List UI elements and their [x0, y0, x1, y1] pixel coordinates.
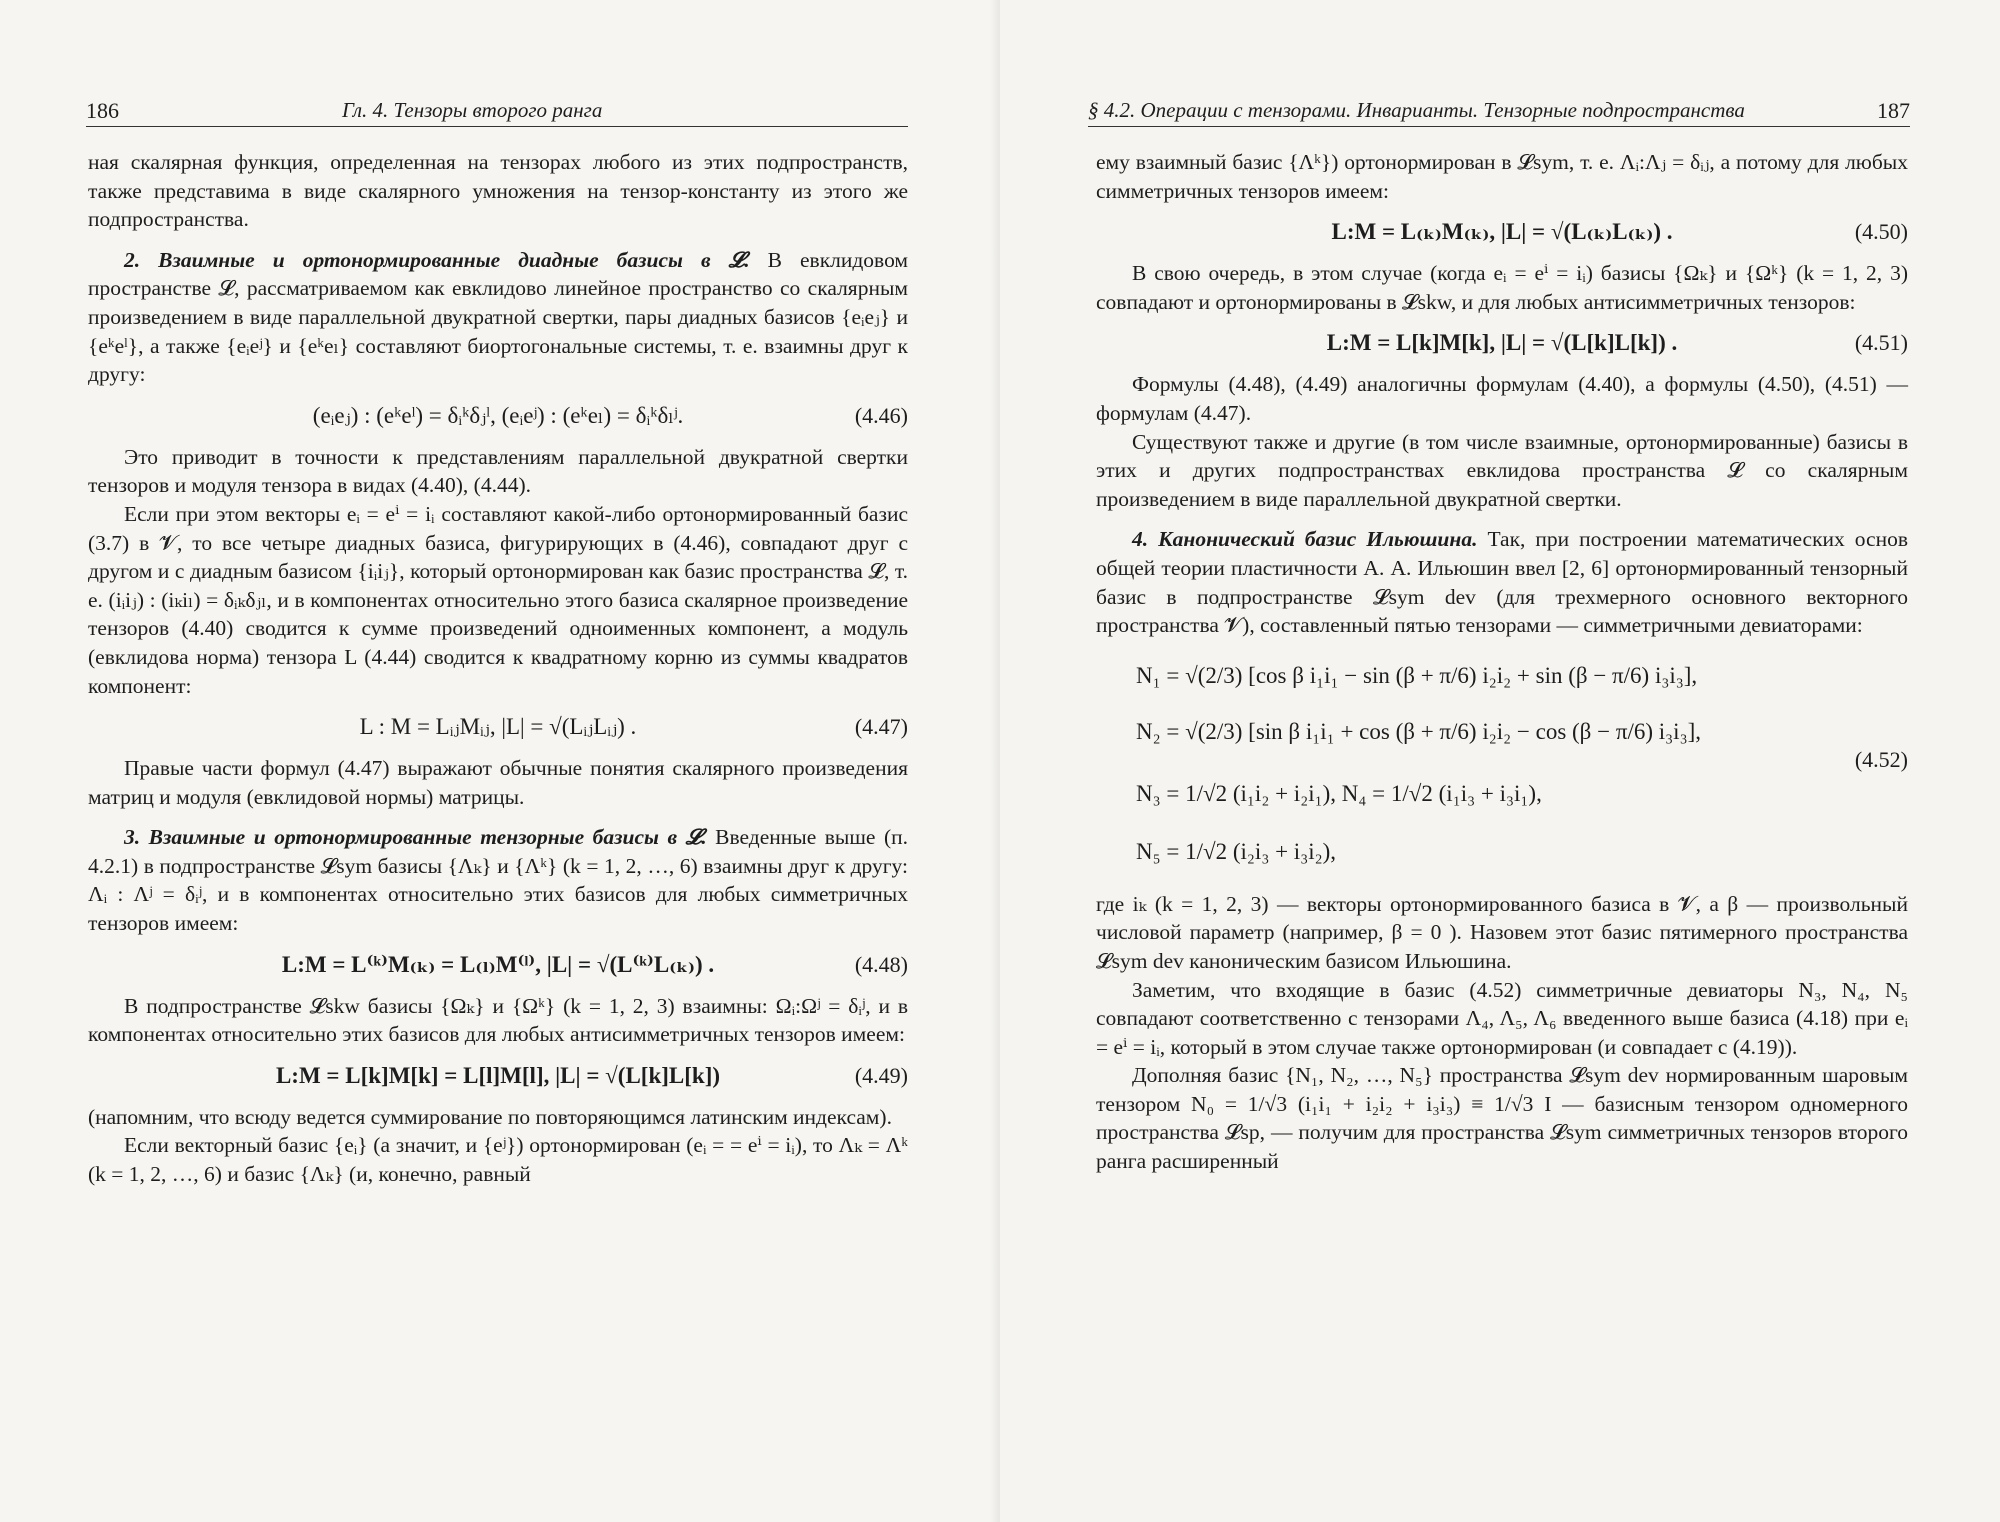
paragraph — [88, 246, 908, 389]
formula: L:M = L⁽ᵏ⁾M₍ₖ₎ = L₍ₗ₎M⁽ˡ⁾, |L| = √(L⁽ᵏ⁾L₍ₖ₎) . — [281, 951, 715, 977]
section-heading: 3. Взаимные и ортонормированные тензорные базисы в 𝓛. — [124, 825, 707, 850]
formula: (eᵢeⱼ) : (eᵏeˡ) = δᵢᵏδⱼˡ, (eᵢeʲ) : (eᵏeₗ) = δᵢᵏδₗʲ. — [312, 402, 684, 428]
equation-number: (4.47) — [854, 714, 908, 740]
equation-4-49 — [88, 1053, 908, 1099]
equation-number: (4.51) — [1854, 330, 1908, 356]
equation-4-50 — [1096, 209, 1908, 255]
formula: L : M = LᵢⱼMᵢⱼ, |L| = √(LᵢⱼLᵢⱼ) . — [359, 714, 637, 740]
section-heading: 2. Взаимные и ортонормированные диадные базисы в 𝓛. — [124, 247, 750, 272]
paragraph: (напомним, что всюду ведется суммирование по повторяющимся латинским индексам). — [88, 1104, 892, 1129]
equation-number: (4.49) — [854, 1062, 908, 1088]
equation-4-47 — [88, 704, 908, 750]
paragraph: Формулы (4.48), (4.49) аналогичны формулам (4.40), а формулы (4.50), (4.51) — формулам (4.47). — [1096, 372, 1908, 425]
paragraph — [1096, 525, 1908, 639]
paragraph: Правые части формул (4.47) выражают обычные понятия скалярного произведения матриц и модуля (евклидовой нормы) матрицы. — [88, 756, 908, 809]
running-head-right: § 4.2. Операции с тензорами. Инварианты. Тензорные подпространства — [1088, 98, 1745, 122]
paragraph: Дополняя базис {N₁, N₂, …, N₅} пространства 𝓛sym dev нормированным шаровым тензором N₀ = 1/√3 (i₁i₁ + i₂i₂ + i₃i₃) ≡ 1/√3 I — базисным тензором одномерного пространства 𝓛sp, — получим для пространства 𝓛sym симметричных тензоров второго ранга расширенный — [1096, 1063, 1908, 1174]
paragraph: Существуют также и другие (в том числе взаимные, ортонормированные) базисы в этих и других подпространствах евклидова пространства 𝓛 со скалярным произведением в виде параллельной двукратной свертки. — [1096, 429, 1908, 511]
formula-N3-N4: N₃ = 1/√2 (i₁i₂ + i₂i₁), N₄ = 1/√2 (i₁i₃ + i₃i₁), — [1136, 780, 1542, 806]
paragraph: Заметим, что входящие в базис (4.52) симметричные девиаторы N₃, N₄, N₅ совпадают соответственно с тензорами Λ₄, Λ₅, Λ₆ введенного выше базиса (4.18) при eᵢ = eⁱ = iᵢ, который в этом случае также ортонормирован (и совпадает с (4.19)). — [1096, 977, 1908, 1059]
equation-number: (4.48) — [854, 951, 908, 977]
equation-number: (4.46) — [854, 402, 908, 428]
equation-4-52 — [1096, 648, 1908, 884]
paragraph-text: В евклидовом пространстве 𝓛, рассматриваемом как евклидово линейное пространство со скалярным произведением в виде параллельной двукратной свертки, пары диадных базисов {eᵢeⱼ} и {eᵏeˡ}, а также {eᵢeʲ} и {eᵏeₗ} составляют биортогональные системы, т. е. взаимны друг к другу: — [88, 247, 909, 387]
paragraph — [88, 823, 908, 937]
equation-4-46 — [88, 393, 908, 439]
left-text-column — [88, 148, 908, 1189]
paragraph: Это приводит в точности к представлениям параллельной двукратной свертки тензоров и модуля тензора в видах (4.40), (4.44). — [88, 444, 908, 498]
paragraph: Если векторный базис {eᵢ} (а значит, и {eʲ}) ортонормирован (eᵢ = = eⁱ = iᵢ), то Λₖ = Λᵏ (k = 1, 2, …, 6) и базис {Λₖ} (и, конечно, равный — [88, 1133, 908, 1187]
formula-N2: N₂ = √(2/3) [sin β i₁i₁ + cos (β + π/6) i₂i₂ − cos (β − π/6) i₃i₃], — [1136, 718, 1701, 744]
right-page — [1000, 0, 2000, 1522]
paragraph: ная скалярная функция, определенная на тензорах любого из этих подпространств, также представима в виде скалярного умножения на тензор-константу из этого же подпространства. — [88, 150, 908, 232]
formula-N1: N₁ = √(2/3) [cos β i₁i₁ − sin (β + π/6) i₂i₂ + sin (β − π/6) i₃i₃], — [1136, 662, 1698, 688]
page-number-left: 186 — [86, 98, 119, 123]
section-heading: 4. Канонический базис Ильюшина. — [1132, 527, 1478, 552]
formula: L:M = L[k]M[k] = L[l]M[l], |L| = √(L[k]L[k]) — [275, 1062, 721, 1088]
formula: L:M = L₍ₖ₎M₍ₖ₎, |L| = √(L₍ₖ₎L₍ₖ₎) . — [1331, 219, 1673, 245]
equation-4-51 — [1096, 320, 1908, 366]
formula-N5: N₅ = 1/√2 (i₂i₃ + i₃i₂), — [1136, 838, 1337, 864]
right-running-header — [1088, 96, 1910, 127]
right-text-column — [1096, 148, 1908, 1176]
running-head-left: Гл. 4. Тензоры второго ранга — [342, 98, 603, 122]
equation-number: (4.50) — [1854, 219, 1908, 245]
paragraph: В свою очередь, в этом случае (когда eᵢ = eⁱ = iᵢ) базисы {Ωₖ} и {Ωᵏ} (k = 1, 2, 3) совпадают и ортонормированы в 𝓛skw, и для любых антисимметричных тензоров: — [1096, 261, 1908, 314]
formula: L:M = L[k]M[k], |L| = √(L[k]L[k]) . — [1326, 330, 1678, 356]
left-running-header — [86, 96, 908, 127]
paragraph-text: Введенные выше (п. 4.2.1) в подпространстве 𝓛sym базисы {Λₖ} и {Λᵏ} (k = 1, 2, …, 6) взаимны друг к другу: Λᵢ : Λʲ = δᵢʲ, и в компонентах относительно этих базисов для любых симметричных тензоров имеем: — [88, 825, 909, 936]
paragraph-text: Так, при построении математических основ общей теории пластичности А. А. Ильюшин ввел [2, 6] ортонормированный тензорный базис в подпространстве 𝓛sym dev (для трехмерного основного векторного пространства 𝓥), составленный пятью тензорами — симметричными девиаторами: — [1096, 527, 1908, 638]
paragraph: где iₖ (k = 1, 2, 3) — векторы ортонормированного базиса в 𝓥, а β — произвольный числовой параметр (например, β = 0 ). Назовем этот базис пятимерного пространства 𝓛sym dev каноническим базисом Ильюшина. — [1096, 891, 1908, 973]
paragraph: В подпространстве 𝓛skw базисы {Ωₖ} и {Ωᵏ} (k = 1, 2, 3) взаимны: Ωᵢ:Ωʲ = δᵢʲ, и в компонентах относительно этих базисов для любых антисимметричных тензоров имеем: — [88, 993, 908, 1047]
equation-number: (4.52) — [1854, 746, 1908, 772]
equation-4-48 — [88, 942, 908, 988]
page-number-right: 187 — [1877, 98, 1910, 123]
paragraph: Если при этом векторы eᵢ = eⁱ = iᵢ составляют какой-либо ортонормированный базис (3.7) в 𝓥, то все четыре диадных базиса, фигурирующих в (4.46), совпадают друг с другом и с диадным базисом {iᵢiⱼ}, который ортонормирован как базис пространства 𝓛, т. е. (iᵢiⱼ) : (iₖiₗ) = δᵢₖδⱼₗ, и в компонентах относительно этого базиса скалярное произведение тензоров (4.40) сводится к сумме произведений одноименных компонент, а модуль (евклидова норма) тензора L (4.44) сводится к квадратному корню из суммы квадратов компонент: — [88, 501, 908, 698]
paragraph: ему взаимный базис {Λᵏ}) ортонормирован в 𝓛sym, т. е. Λᵢ:Λⱼ = δᵢⱼ, а потому для любых симметричных тензоров имеем: — [1096, 150, 1908, 203]
